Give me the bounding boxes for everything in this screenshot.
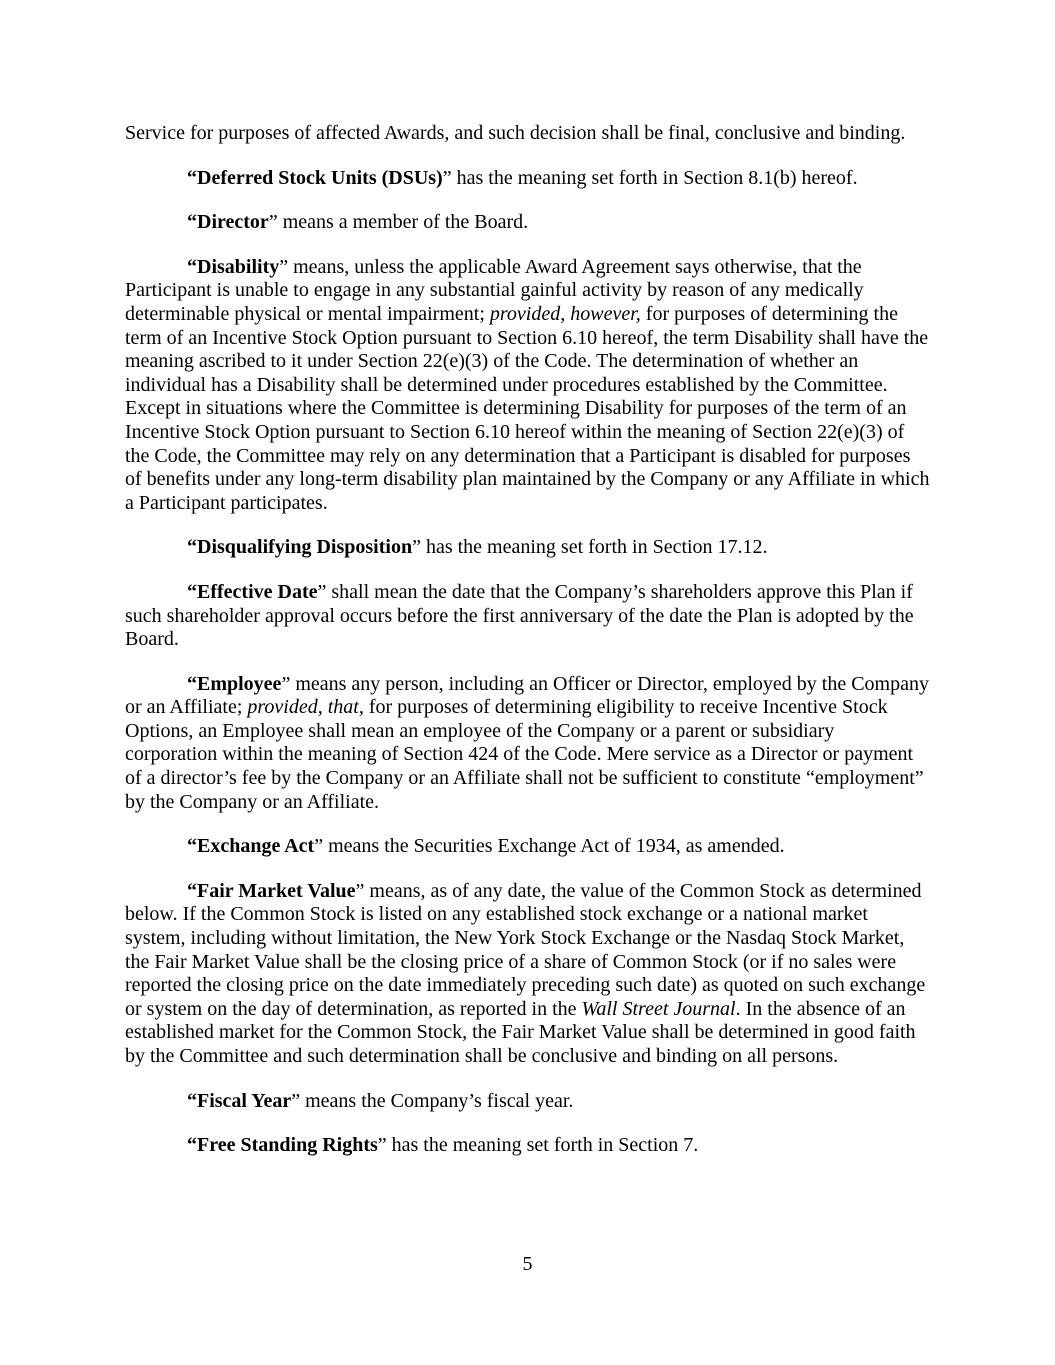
- text-run: ” shall mean the date that the Company’s shareholders approve this Plan if such shareholder approval occurs before the first anniversary of the date the Plan is adopted by the Board.: [125, 580, 914, 651]
- italic-text: provided, however,: [489, 302, 641, 325]
- defined-term: “Fair Market Value: [187, 879, 356, 902]
- italic-text: Wall Street Journal: [581, 997, 736, 1020]
- text-run: ” has the meaning set forth in Section 8.1(b) hereof.: [442, 166, 858, 189]
- definition-employee: [125, 673, 930, 815]
- definition-effective-date: [125, 581, 930, 652]
- text-run: ” has the meaning set forth in Section 17.12.: [412, 536, 768, 559]
- defined-term: “Free Standing Rights: [187, 1134, 378, 1157]
- text-run: ” means the Company’s fiscal year.: [291, 1089, 574, 1112]
- text-run: for purposes of determining the term of an Incentive Stock Option pursuant to Section 6.10 hereof, the term Disability shall have the meaning ascribed to it under Section 22(e)(3) of the Code. The determination of whether an individual has a Disability shall be determined under procedures established by the Committee. Except in situations where the Committee is determining Disability for purposes of the term of an Incentive Stock Option pursuant to Section 6.10 hereof within the meaning of Section 22(e)(3) of the Code, the Committee may rely on any determination that a Participant is disabled for purposes of benefits under any long-term disability plan maintained by the Company or any Affiliate in which a Participant participates.: [125, 302, 930, 514]
- defined-term: “Deferred Stock Units (DSUs): [187, 166, 443, 189]
- text-run: ” has the meaning set forth in Section 7.: [377, 1134, 699, 1157]
- definition-free-standing-rights: [125, 1134, 930, 1158]
- italic-text: provided, that,: [247, 696, 364, 719]
- definition-fair-market-value: [125, 880, 930, 1069]
- text-run: ” means the Securities Exchange Act of 1934, as amended.: [314, 835, 785, 858]
- defined-term: “Disqualifying Disposition: [187, 536, 413, 559]
- defined-term: “Fiscal Year: [187, 1089, 292, 1112]
- text-run: Service for purposes of affected Awards, and such decision shall be final, conclusive and binding.: [125, 122, 906, 144]
- definition-deferred-stock-units: [125, 167, 930, 191]
- paragraph-continuation: [125, 122, 930, 146]
- defined-term: “Effective Date: [187, 580, 318, 603]
- definition-exchange-act: [125, 835, 930, 859]
- defined-term: “Exchange Act: [187, 835, 315, 858]
- text-run: ” means, unless the applicable Award Agreement says otherwise, that the Participant is unable to engage in any substantial gainful activity by reason of any medically determinable physical or mental impairment;: [125, 255, 864, 325]
- definition-disqualifying-disposition: [125, 536, 930, 560]
- text-run: ” means any person, including an Officer or Director, employed by the Company or an Affiliate;: [125, 672, 929, 719]
- text-run: for purposes of determining eligibility to receive Incentive Stock Options, an Employee shall mean an employee of the Company or a parent or subsidiary corporation within the meaning of Section 424 of the Code. Mere service as a Director or payment of a director’s fee by the Company or an Affiliate shall not be sufficient to constitute “employment” by the Company or an Affiliate.: [125, 696, 924, 813]
- defined-term: “Director: [187, 211, 269, 234]
- definition-fiscal-year: [125, 1090, 930, 1114]
- page-number: 5: [522, 1253, 533, 1276]
- text-run: ” means a member of the Board.: [268, 211, 529, 234]
- text-run: ” means, as of any date, the value of the Common Stock as determined below. If the Common Stock is listed on any established stock exchange or a national market system, including without limitation, the New York Stock Exchange or the Nasdaq Stock Market, the Fair Market Value shall be the closing price of a share of Common Stock (or if no sales were reported the closing price on the date immediately preceding such date) as quoted on such exchange or system on the day of determination, as reported in the: [125, 879, 926, 1020]
- definition-disability: [125, 256, 930, 516]
- text-run: . In the absence of an established market for the Common Stock, the Fair Market Value shall be determined in good faith by the Committee and such determination shall be conclusive and binding on all persons.: [125, 997, 916, 1067]
- defined-term: “Disability: [187, 255, 280, 278]
- document-content: [125, 122, 930, 1158]
- defined-term: “Employee: [187, 672, 282, 695]
- definition-director: [125, 211, 930, 235]
